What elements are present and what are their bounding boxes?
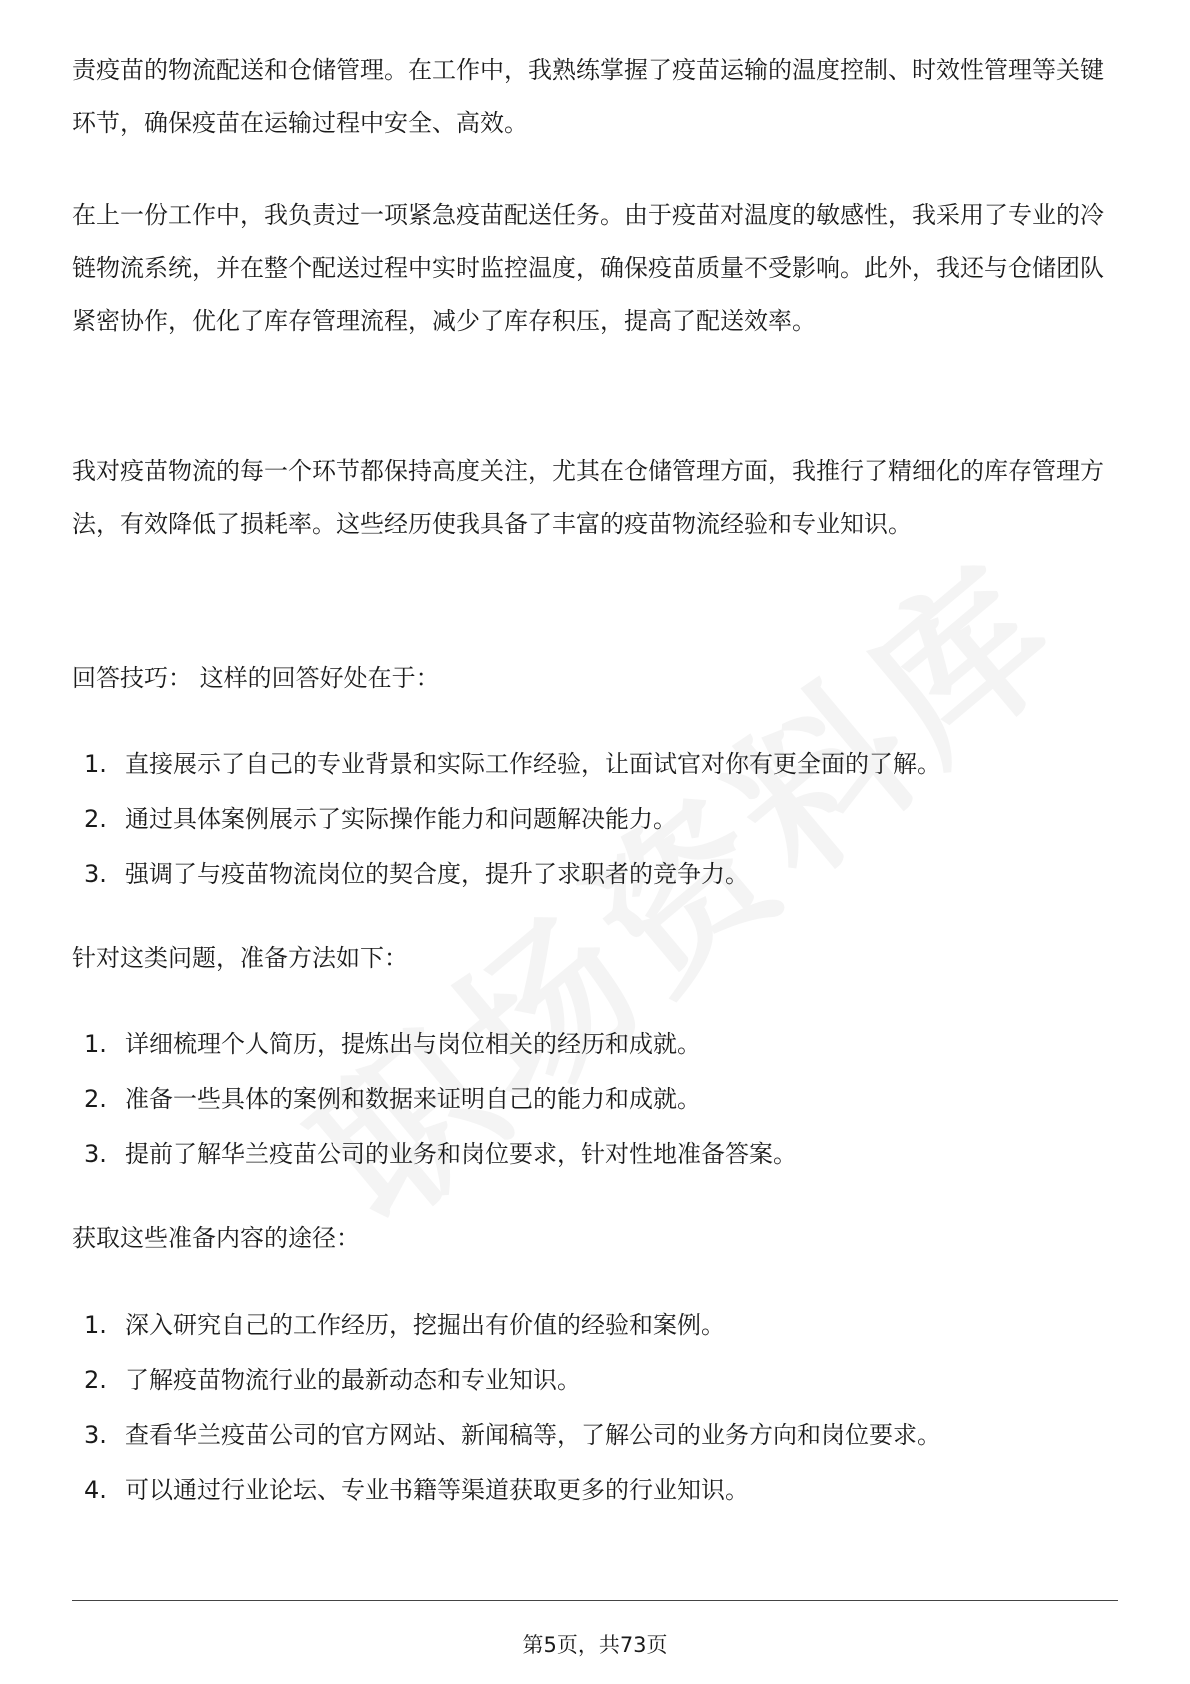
list-text: 可以通过行业论坛、专业书籍等渠道获取更多的行业知识。 [125,1476,749,1504]
list-item [0,1081,1190,1136]
list-item [0,1026,1190,1081]
list-number: 1. [84,1030,107,1058]
tips-label: 回答技巧： 这样的回答好处在于： [72,664,440,692]
paragraph-experience-summary: 我对疫苗物流的每一个环节都保持高度关注，尤其在仓储管理方面，我推行了精细化的库存管理方法，有效降低了损耗率。这些经历使我具备了丰富的疫苗物流经验和专业知识。 [72,457,1104,538]
sources-list [0,1307,1190,1527]
list-item [0,746,1190,801]
list-text: 了解疫苗物流行业的最新动态和专业知识。 [125,1366,581,1394]
footer-divider [72,1600,1118,1601]
prep-label: 针对这类问题，准备方法如下： [72,944,408,972]
list-number: 3. [84,1421,107,1449]
prep-list [0,1026,1190,1191]
list-text: 准备一些具体的案例和数据来证明自己的能力和成就。 [125,1085,701,1113]
list-item [0,1307,1190,1362]
list-number: 2. [84,1085,107,1113]
tips-list [0,746,1190,911]
list-text: 查看华兰疫苗公司的官方网站、新闻稿等，了解公司的业务方向和岗位要求。 [125,1421,941,1449]
sources-label: 获取这些准备内容的途径： [72,1224,360,1252]
list-text: 直接展示了自己的专业背景和实际工作经验，让面试官对你有更全面的了解。 [125,750,941,778]
list-text: 通过具体案例展示了实际操作能力和问题解决能力。 [125,805,677,833]
list-number: 2. [84,1366,107,1394]
list-number: 4. [84,1476,107,1504]
list-text: 提前了解华兰疫苗公司的业务和岗位要求，针对性地准备答案。 [125,1140,797,1168]
list-item [0,1417,1190,1472]
list-number: 1. [84,750,107,778]
list-item [0,1136,1190,1191]
paragraph-experience-intro: 责疫苗的物流配送和仓储管理。在工作中，我熟练掌握了疫苗运输的温度控制、时效性管理等关键环节，确保疫苗在运输过程中安全、高效。 [72,56,1104,137]
list-number: 3. [84,860,107,888]
list-number: 2. [84,805,107,833]
list-item [0,1362,1190,1417]
list-item [0,801,1190,856]
list-number: 1. [84,1311,107,1339]
list-text: 深入研究自己的工作经历，挖掘出有价值的经验和案例。 [125,1311,725,1339]
paragraph-experience-case: 在上一份工作中，我负责过一项紧急疫苗配送任务。由于疫苗对温度的敏感性，我采用了专业的冷链物流系统，并在整个配送过程中实时监控温度，确保疫苗质量不受影响。此外，我还与仓储团队紧密协作，优化了库存管理流程，减少了库存积压，提高了配送效率。 [72,201,1104,335]
list-item [0,856,1190,911]
list-item [0,1472,1190,1527]
page-number: 第5页，共73页 [522,1633,668,1657]
list-number: 3. [84,1140,107,1168]
list-text: 强调了与疫苗物流岗位的契合度，提升了求职者的竞争力。 [125,860,749,888]
list-text: 详细梳理个人简历，提炼出与岗位相关的经历和成就。 [125,1030,701,1058]
